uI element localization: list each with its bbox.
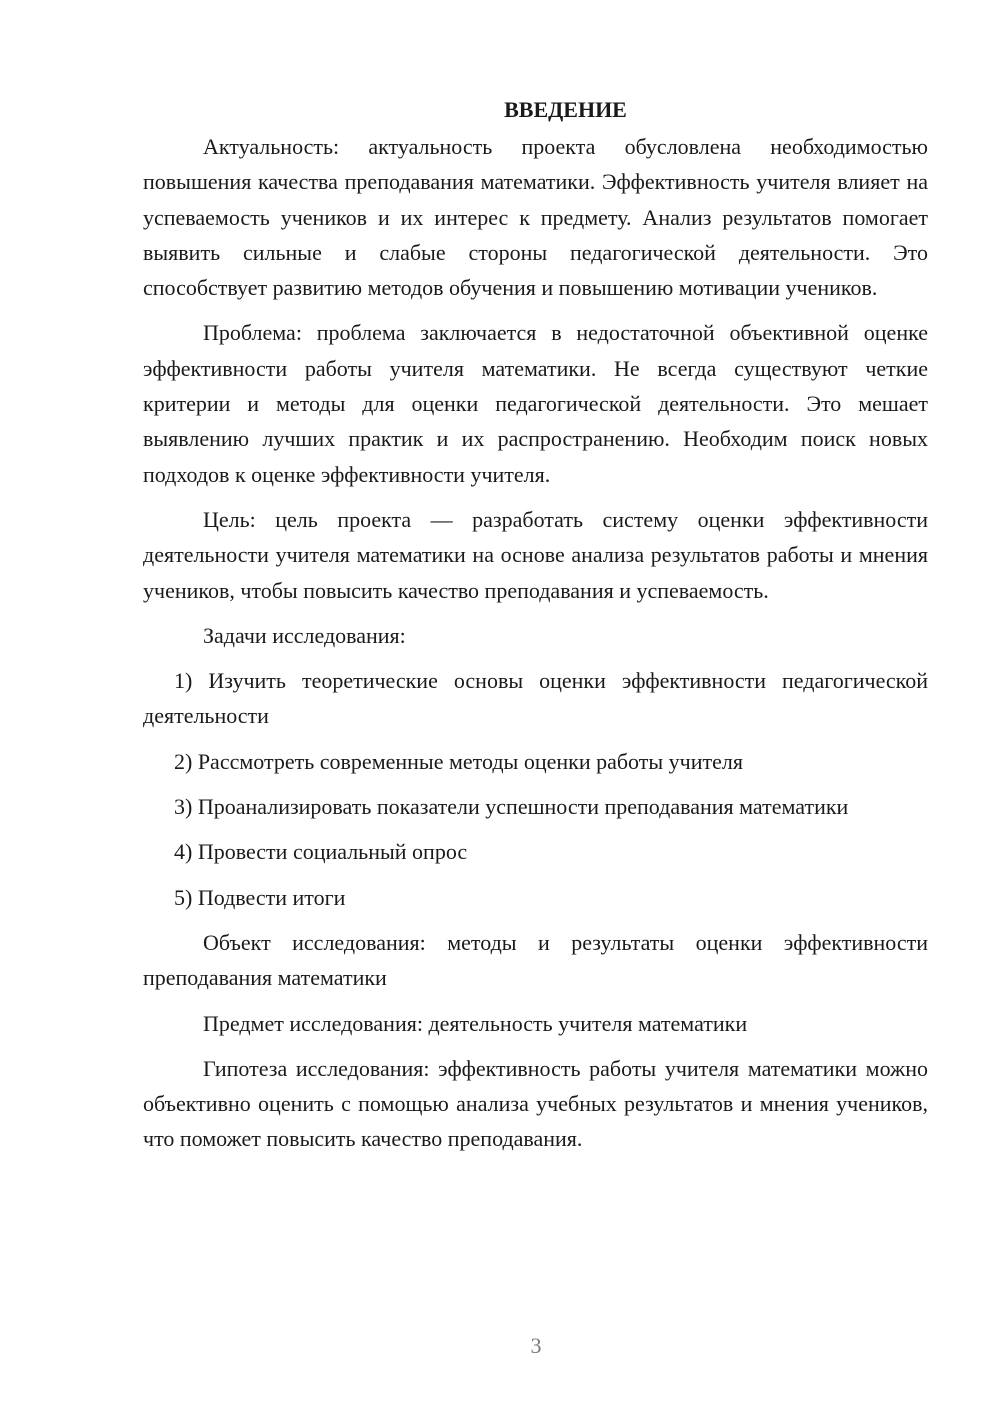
list-item: 4) Провести социальный опрос: [174, 839, 468, 865]
page-number: 3: [530, 1333, 542, 1358]
hypothesis-paragraph: Гипотеза исследования: эффективность работы учителя математики можно объективно оценить с помощью анализа учебных результатов и мнения учеников, что поможет повысить качество преподавания.: [143, 1055, 928, 1152]
page-title: ВВЕДЕНИЕ: [504, 97, 627, 122]
list-item: 3) Проанализировать показатели успешности преподавания математики: [174, 794, 849, 820]
list-item: 1) Изучить теоретические основы оценки эффективности педагогической деятельности: [143, 668, 928, 729]
list-item: 5) Подвести итоги: [174, 884, 346, 910]
relevance-paragraph: Актуальность: актуальность проекта обусловлена необходимостью повышения качества преподавания математики. Эффективность учителя влияет на успеваемость учеников и их интерес к предмету. Анализ результатов помогает выявить сильные и слабые стороны педагогической деятельности. Это способствует развитию методов обучения и повышению мотивации учеников.: [143, 134, 928, 301]
document-page: [143, 92, 928, 1167]
goal-paragraph: Цель: цель проекта — разработать систему оценки эффективности деятельности учителя математики на основе анализа результатов работы и мнения учеников, чтобы повысить качество преподавания и успеваемость.: [143, 506, 928, 603]
problem-paragraph: Проблема: проблема заключается в недостаточной объективной оценке эффективности работы учителя математики. Не всегда существуют четкие критерии и методы для оценки педагогической деятельности. Это мешает выявлению лучших практик и их распространению. Необходим поиск новых подходов к оценке эффективности учителя.: [143, 320, 928, 487]
tasks-list: [143, 663, 928, 915]
object-paragraph: Объект исследования: методы и результаты оценки эффективности преподавания математики: [143, 929, 928, 991]
list-item: 2) Рассмотреть современные методы оценки работы учителя: [174, 748, 743, 774]
tasks-title: Задачи исследования:: [203, 622, 406, 648]
subject-paragraph: Предмет исследования: деятельность учителя математики: [203, 1010, 748, 1036]
